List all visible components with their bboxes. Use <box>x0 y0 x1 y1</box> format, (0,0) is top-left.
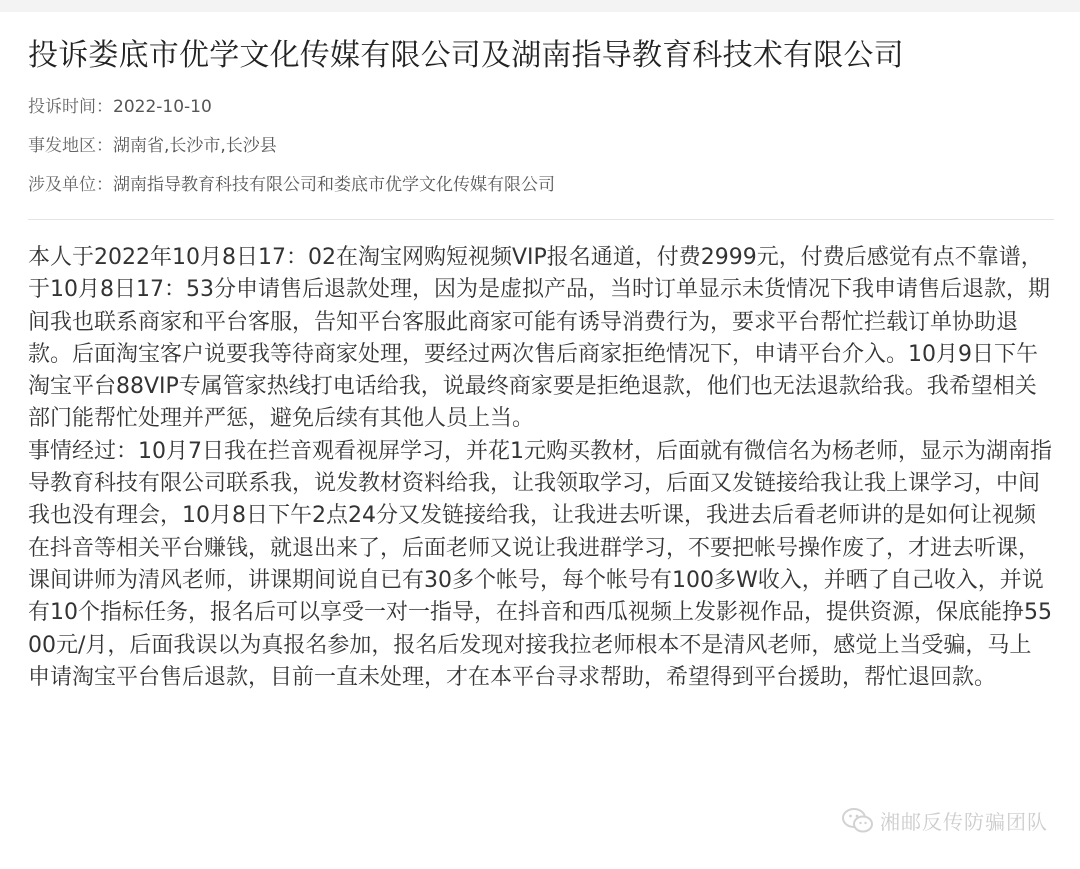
complaint-card <box>0 12 1080 869</box>
complaint-paragraph-1: 本人于2022年10月8日17：02在淘宝网购短视频VIP报名通道，付费2999元，付费后感觉有点不靠谱，于10月8日17：53分申请售后退款处理，因为是虚拟产品，当时订单显示未货情况下我申请售后退款，期间我也联系商家和平台客服，告知平台客服此商家可能有诱导消费行为，要求平台帮忙拦载订单协助退款。后面淘宝客户说要我等待商家处理，要经过两次售后商家拒绝情况下，申请平台介入。10月9日下午淘宝平台88VIP专属管家热线打电话给我，说最终商家要是拒绝退款，他们也无法退款给我。我希望相关部门能帮忙处理并严惩，避免后续有其他人员上当。 <box>28 245 1050 432</box>
complaint-region-label: 事发地区： <box>28 136 113 156</box>
complaint-time-label: 投诉时间： <box>28 97 113 117</box>
complaint-region-value: 湖南省,长沙市,长沙县 <box>113 136 277 156</box>
watermark-text: 湘邮反传防骗团队 <box>880 810 1048 834</box>
header-divider <box>28 219 1054 220</box>
complaint-region-row <box>28 134 277 158</box>
complaint-paragraph-2: 事情经过：10月7日我在拦音观看视屏学习，并花1元购买教材，后面就有微信名为杨老师，显示为湖南指导教育科技有限公司联系我，说发教材资料给我，让我领取学习，后面又发链接给我让我上课学习，中间我也没有理会，10月8日下午2点24分又发链接给我，让我进去听课，我进去后看老师讲的是如何让视频在抖音等相关平台赚钱，就退出来了，后面老师又说让我进群学习，不要把帐号操作废了，才进去听课，课间讲师为清风老师，讲课期间说自已有30多个帐号，每个帐号有100多W收入，并晒了自己收入，并说有10个指标任务，报名后可以享受一对一指导，在抖音和西瓜视频上发影视作品，提供资源，保底能挣5500元/月，后面我误以为真报名参加，报名后发现对接我拉老师根本不是清风老师，感觉上当受骗，马上申请淘宝平台售后退款，目前一直未处理，才在本平台寻求帮助，希望得到平台援助，帮忙退回款。 <box>28 438 1052 690</box>
complaint-body <box>28 242 1052 694</box>
watermark <box>842 806 1048 835</box>
complaint-units-row <box>28 173 555 197</box>
complaint-units-label: 涉及单位： <box>28 175 113 195</box>
wechat-icon <box>842 807 874 835</box>
complaint-units-value: 湖南指导教育科技有限公司和娄底市优学文化传媒有限公司 <box>113 175 555 195</box>
complaint-time-row <box>28 95 212 119</box>
complaint-title: 投诉娄底市优学文化传媒有限公司及湖南指导教育科技术有限公司 <box>28 38 904 73</box>
complaint-time-value: 2022-10-10 <box>113 97 212 117</box>
